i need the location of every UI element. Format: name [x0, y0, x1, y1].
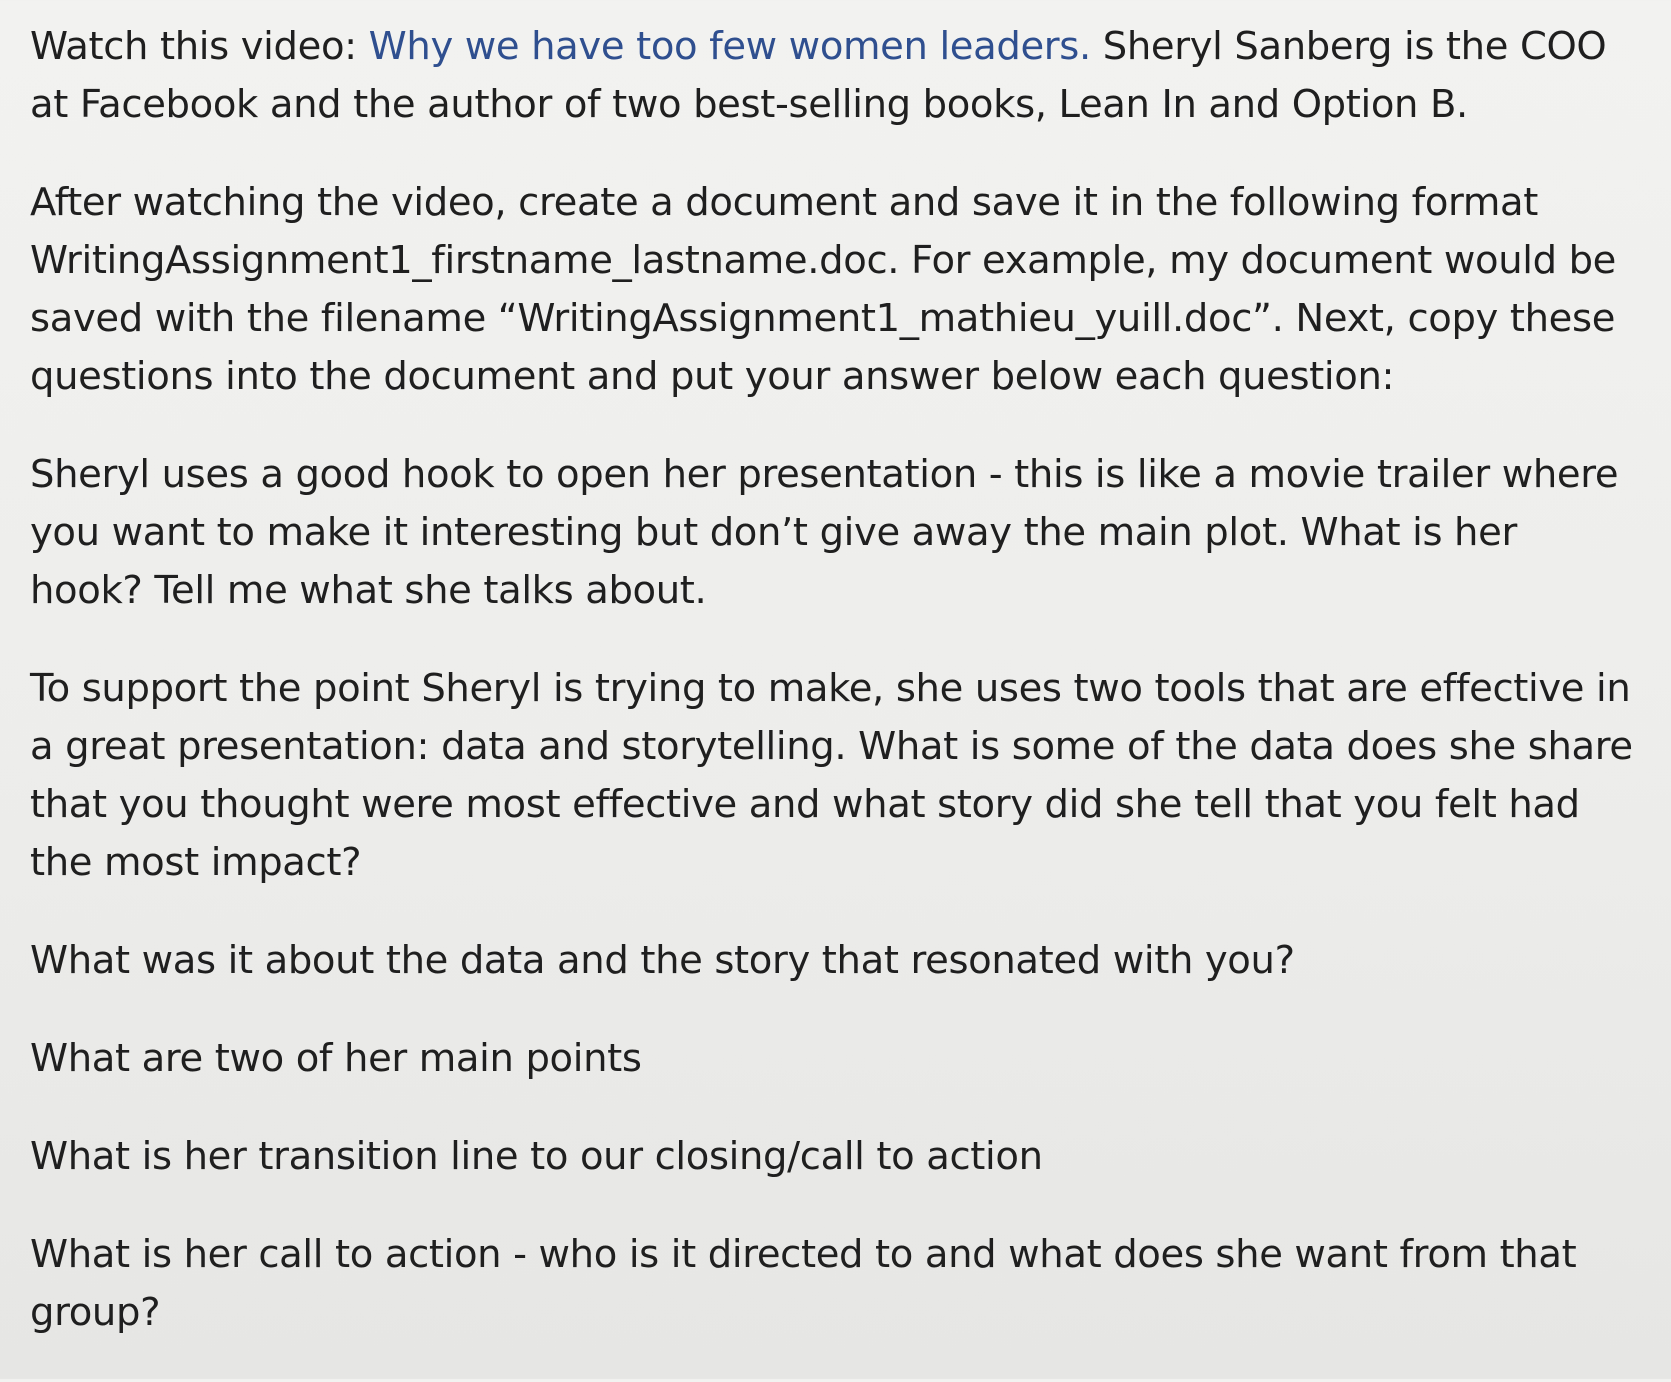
question-transition-line: What is her transition line to our closing/call to action — [30, 1134, 1043, 1179]
question-hook: Sheryl uses a good hook to open her presentation - this is like a movie trailer where you want to make it interesting but don’t give away the main plot. What is her hook? Tell me what she talks about. — [30, 452, 1619, 613]
assignment-document — [30, 18, 1640, 1382]
intro-rest-text: Sheryl Sanberg is the COO at Facebook and the author of two best-selling books, Lean In and Option B. — [30, 24, 1607, 127]
question-resonated: What was it about the data and the story that resonated with you? — [30, 938, 1295, 983]
video-link[interactable]: Why we have too few women leaders. — [368, 24, 1091, 69]
intro-lead-text: Watch this video: — [30, 24, 369, 69]
instructions-paragraph: After watching the video, create a document and save it in the following format WritingAssignment1_firstname_lastname.doc. For example, my document would be saved with the filename “WritingAssignment1_mathieu_yuill.doc”. Next, copy these questions into the document and put your answer below each question: — [30, 180, 1617, 399]
question-call-to-action: What is her call to action - who is it directed to and what does she want from that group? — [30, 1232, 1577, 1335]
intro-paragraph — [30, 18, 1640, 134]
question-main-points: What are two of her main points — [30, 1036, 642, 1081]
question-data-storytelling: To support the point Sheryl is trying to make, she uses two tools that are effective in a great presentation: data and storytelling. What is some of the data does she share that you thought were most effective and what story did she tell that you felt had the most impact? — [30, 666, 1633, 885]
